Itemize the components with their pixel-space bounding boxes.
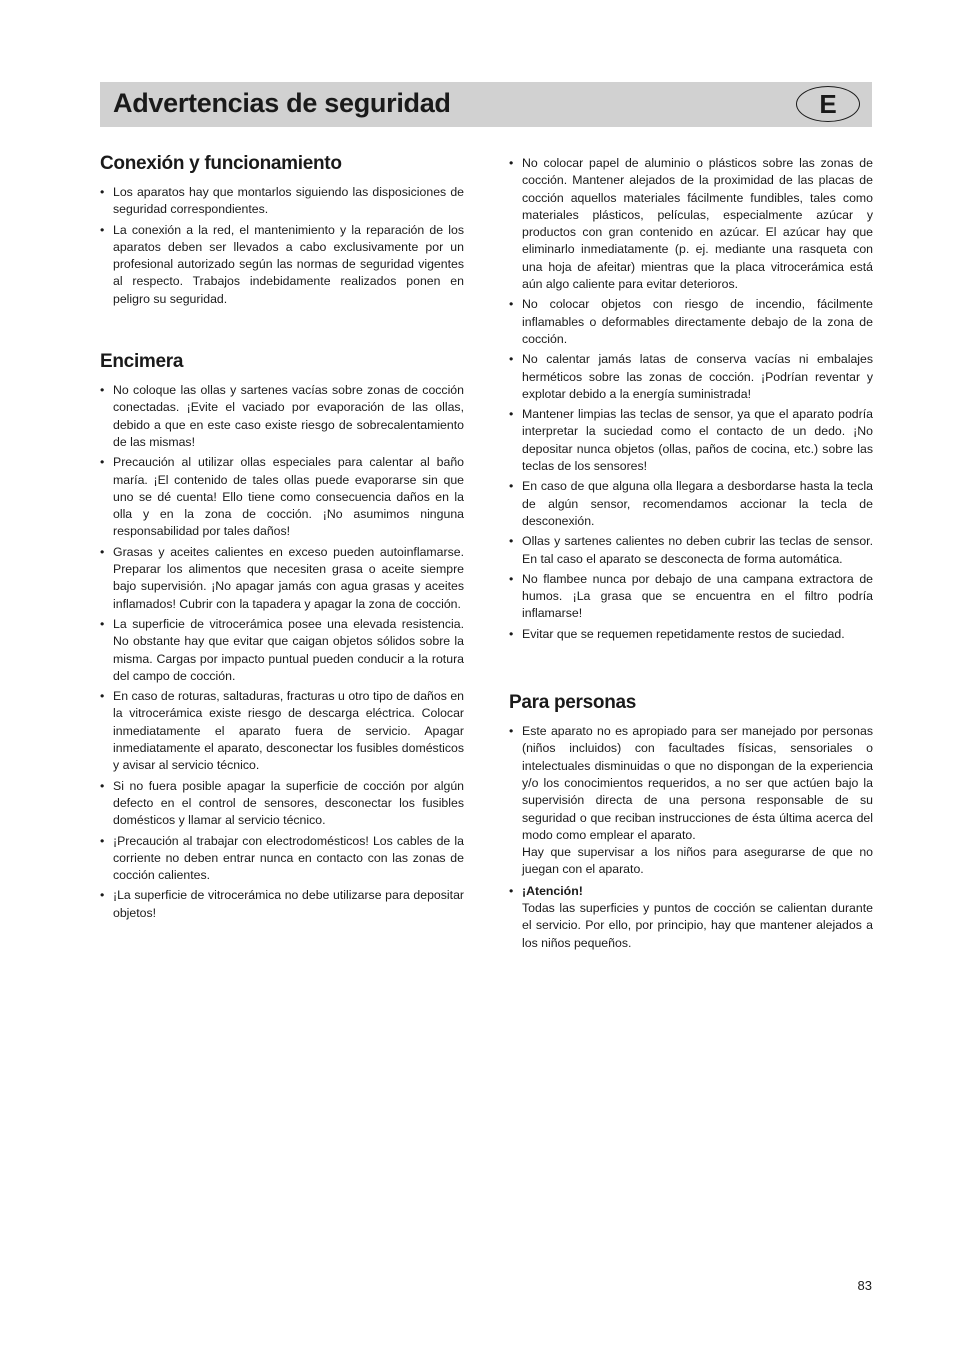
list-item-attention (509, 883, 873, 952)
list-item: • En caso de que alguna olla llegara a desbordarse hasta la tecla de algún sensor, recomendamos accionar la tecla de desconexión. (509, 478, 873, 530)
right-column (509, 155, 873, 955)
list-item: • Ollas y sartenes calientes no deben cubrir las teclas de sensor. En tal caso el aparato se desconecta de forma automática. (509, 533, 873, 568)
section-heading-conexion: Conexión y funcionamiento (100, 153, 342, 174)
conexion-list (100, 184, 464, 308)
encimera-list (100, 382, 464, 922)
page-number: 83 (857, 1278, 872, 1293)
list-item: • ¡Precaución al trabajar con electrodomésticos! Los cables de la corriente no deben entrar nunca en contacto con las zonas de cocción calientes. (100, 833, 464, 885)
attention-label: • ¡Atención! (522, 883, 583, 898)
list-item: • No coloque las ollas y sartenes vacías sobre zonas de cocción conectadas. ¡Evite el vaciado por evaporación de las ollas, debido a que en este caso existe riesgo de sobrecalentamiento de las mismas! (100, 382, 464, 451)
page-title: Advertencias de seguridad (113, 88, 451, 118)
list-item: • Los aparatos hay que montarlos siguiendo las disposiciones de seguridad correspondientes. (100, 184, 464, 219)
header-bar (100, 82, 872, 127)
list-item: • No colocar objetos con riesgo de incendio, fácilmente inflamables o deformables directamente debajo de la zona de cocción. (509, 296, 873, 348)
list-item: • Mantener limpias las teclas de sensor, ya que el aparato podría interpretar la suciedad como el contacto de un dedo. ¡No depositar nunca objetos (ollas, paños de cocina, etc.) sobre las teclas de los sensores! (509, 406, 873, 475)
list-item: • No colocar papel de aluminio o plásticos sobre las zonas de cocción. Mantener alejados de la proximidad de las placas de cocción aquellos materiales fácilmente fundibles, tales como materiales plásticos, películas, especialmente azúcar y productos con gran contenido en azúcar. El azúcar hay que eliminarlo inmediatamente (p. ej. mediante una rasqueta con una hoja de afeitar) mientras que la placa vitrocerámica está aún algo caliente para evitar deterioros. (509, 155, 873, 293)
section-heading-encimera: Encimera (100, 351, 184, 373)
personas-paragraph: Hay que supervisar a los niños para asegurarse de que no juegan con el aparato. (522, 845, 873, 877)
list-item: • La superficie de vitrocerámica posee una elevada resistencia. No obstante hay que evitar que caigan objetos sólidos sobre la misma. Cargas por impacto puntual pueden conducir a la rotura del campo de cocción. (100, 616, 464, 685)
language-badge: E (796, 86, 860, 122)
personas-paragraph: • Este aparato no es apropiado para ser manejado por personas (niños incluidos) con facultades físicas, sensoriales o intelectuales disminuidas o que no dispongan de la experiencia y/o los conocimientos requeridos, a no ser que actúen bajo la supervisión directa de una persona responsable de su seguridad o que reciban instrucciones de ésta última acerca del modo como emplear el aparato. (522, 724, 873, 842)
list-item: • ¡La superficie de vitrocerámica no debe utilizarse para depositar objetos! (100, 887, 464, 922)
encimera-continued-list (509, 155, 873, 643)
list-item: • No flambee nunca por debajo de una campana extractora de humos. ¡La grasa que se encuentra en el filtro podría inflamarse! (509, 571, 873, 623)
attention-text: Todas las superficies y puntos de cocción se calientan durante el servicio. Por ello, por principio, hay que mantener alejados a los niños pequeños. (522, 900, 873, 950)
list-item: • Grasas y aceites calientes en exceso pueden autoinflamarse. Preparar los alimentos que necesiten grasa o aceite siempre bajo supervisión. ¡No apagar jamás con agua grasas y aceites inflamados! Cubrir con la tapadera y apagar la zona de cocción. (100, 544, 464, 613)
left-column (100, 151, 464, 925)
list-item: • No calentar jamás latas de conserva vacías ni embalajes herméticos sobre las zonas de cocción. ¡Podrían reventar y explotar debido a la energía suministrada! (509, 351, 873, 403)
list-item (509, 723, 873, 879)
personas-list (509, 723, 873, 952)
section-heading-personas: Para personas (509, 692, 637, 714)
list-item: • En caso de roturas, saltaduras, fracturas u otro tipo de daños en la vitrocerámica existe riesgo de descarga eléctrica. Colocar inmediatamente el aparato fuera de servicio. Apagar inmediatamente el aparato, desconectar los fusibles domésticos y avisar al servicio técnico. (100, 688, 464, 774)
list-item: • Si no fuera posible apagar la superficie de cocción por algún defecto en el control de sensores, desconectar los fusibles domésticos y llamar al servicio técnico. (100, 778, 464, 830)
list-item: • Evitar que se requemen repetidamente restos de suciedad. (509, 626, 873, 643)
list-item: • La conexión a la red, el mantenimiento y la reparación de los aparatos deben ser llevados a cabo exclusivamente por un profesional autorizado según las normas de seguridad vigentes al respecto. Trabajos indebidamente realizados ponen en peligro su seguridad. (100, 222, 464, 308)
list-item: • Precaución al utilizar ollas especiales para calentar al baño maría. ¡El contenido de tales ollas puede evaporarse sin que uno se dé cuenta! Ello tiene como consecuencia daños en la olla y en la zona de cocción. ¡No asumimos ninguna responsabilidad por tales daños! (100, 454, 464, 540)
